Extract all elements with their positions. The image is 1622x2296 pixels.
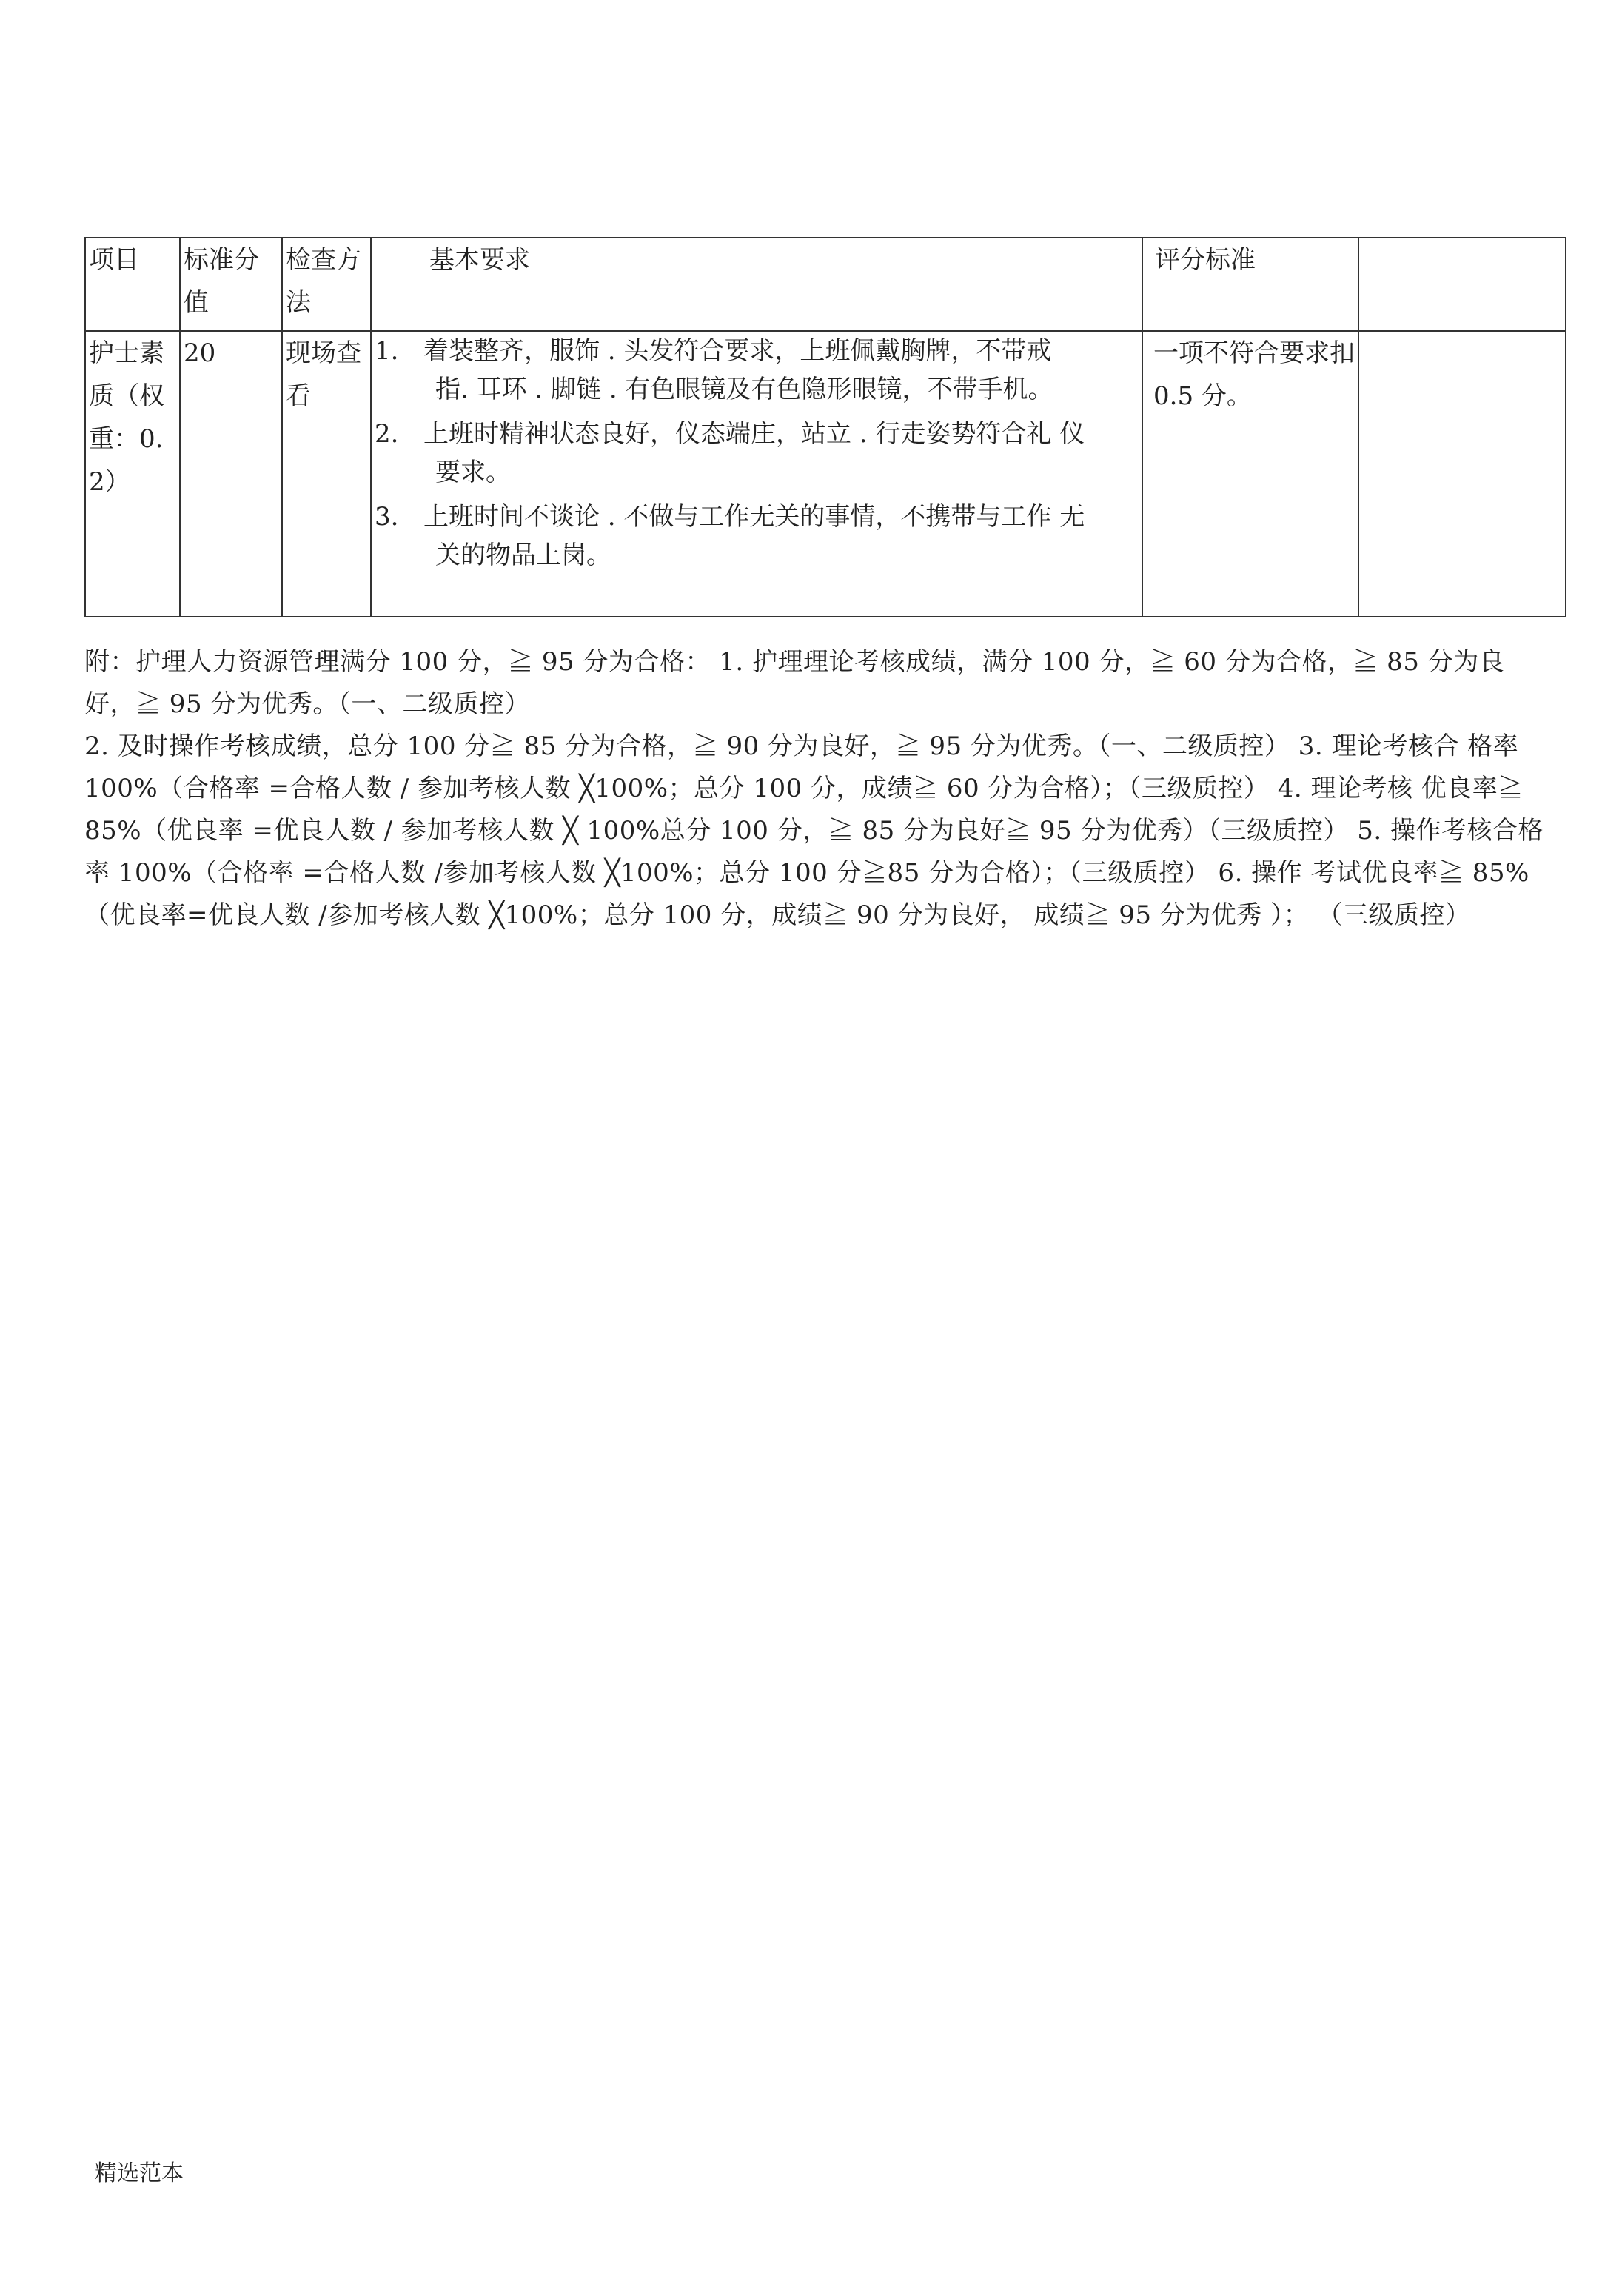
requirement-line: 上班时精神状态良好，仪态端庄，站立 . 行走姿势符合礼 仪 — [423, 419, 1085, 449]
header-check-method: 检查方法 — [282, 238, 371, 331]
cell-scoring-standard: 一项不符合要求扣 0.5 分。 — [1142, 331, 1358, 617]
cell-item: 护士素质（权重：0.2） — [85, 331, 180, 617]
appendix-notes — [84, 641, 1550, 937]
requirement-line: 关的物品上岗。 — [435, 540, 611, 570]
table-header-row — [85, 238, 1566, 331]
header-basic-requirements: 基本要求 — [371, 238, 1142, 331]
table-row — [85, 331, 1566, 617]
header-blank — [1358, 238, 1566, 331]
requirement-item — [375, 415, 1139, 492]
header-item: 项目 — [85, 238, 180, 331]
evaluation-table — [84, 237, 1566, 617]
requirement-line: 要求。 — [435, 458, 511, 487]
requirement-number: 3. — [375, 502, 399, 532]
requirement-line: 指. 耳环 . 脚链 . 有色眼镜及有色隐形眼镜，不带手机。 — [435, 375, 1053, 404]
footer-label: 精选范本 — [95, 2161, 184, 2186]
header-standard-score: 标准分值 — [180, 238, 282, 331]
requirement-item — [375, 332, 1139, 409]
cell-requirements — [371, 331, 1142, 617]
requirement-number: 2. — [375, 419, 399, 449]
requirement-number: 1. — [375, 336, 399, 366]
requirement-item — [375, 498, 1139, 575]
cell-method: 现场查看 — [282, 331, 371, 617]
requirement-line: 上班时间不谈论 . 不做与工作无关的事情，不携带与工作 无 — [423, 502, 1085, 532]
header-scoring-standard: 评分标准 — [1142, 238, 1358, 331]
appendix-paragraph: 2. 及时操作考核成绩，总分 100 分≧ 85 分为合格，≧ 90 分为良好，≧ 95 分为优秀。（一、二级质控） 3. 理论考核合 格率 100%（合格率 =合格人数 / 参加考核人数 ╳100%；总分 100 分，成绩≧ 60 分为合格）；（三级质控） 4. 理论考核 优良率≧ 85%（优良率 =优良人数 / 参加考核人数 ╳ 100%总分 100 分，≧ 85 分为良好≧ 95 分为优秀）（三级质控） 5. 操作考核合格率 100%（合格率 =合格人数 /参加考核人数 ╳100%；总分 100 分≧85 分为合格）；（三级质控） 6. 操作 考试优良率≧ 85%（优良率=优良人数 /参加考核人数 ╳100%；总分 100 分，成绩≧ 90 分为良好， 成绩≧ 95 分为优秀 ）； （三级质控） — [84, 732, 1544, 930]
requirements-list — [375, 332, 1139, 575]
cell-blank — [1358, 331, 1566, 617]
appendix-paragraph: 附：护理人力资源管理满分 100 分，≧ 95 分为合格： 1. 护理理论考核成绩，满分 100 分，≧ 60 分为合格，≧ 85 分为良好，≧ 95 分为优秀。（一、二级质控） — [84, 647, 1505, 719]
cell-score: 20 — [180, 331, 282, 617]
requirement-line: 着装整齐，服饰 . 头发符合要求，上班佩戴胸牌，不带戒 — [423, 336, 1052, 366]
